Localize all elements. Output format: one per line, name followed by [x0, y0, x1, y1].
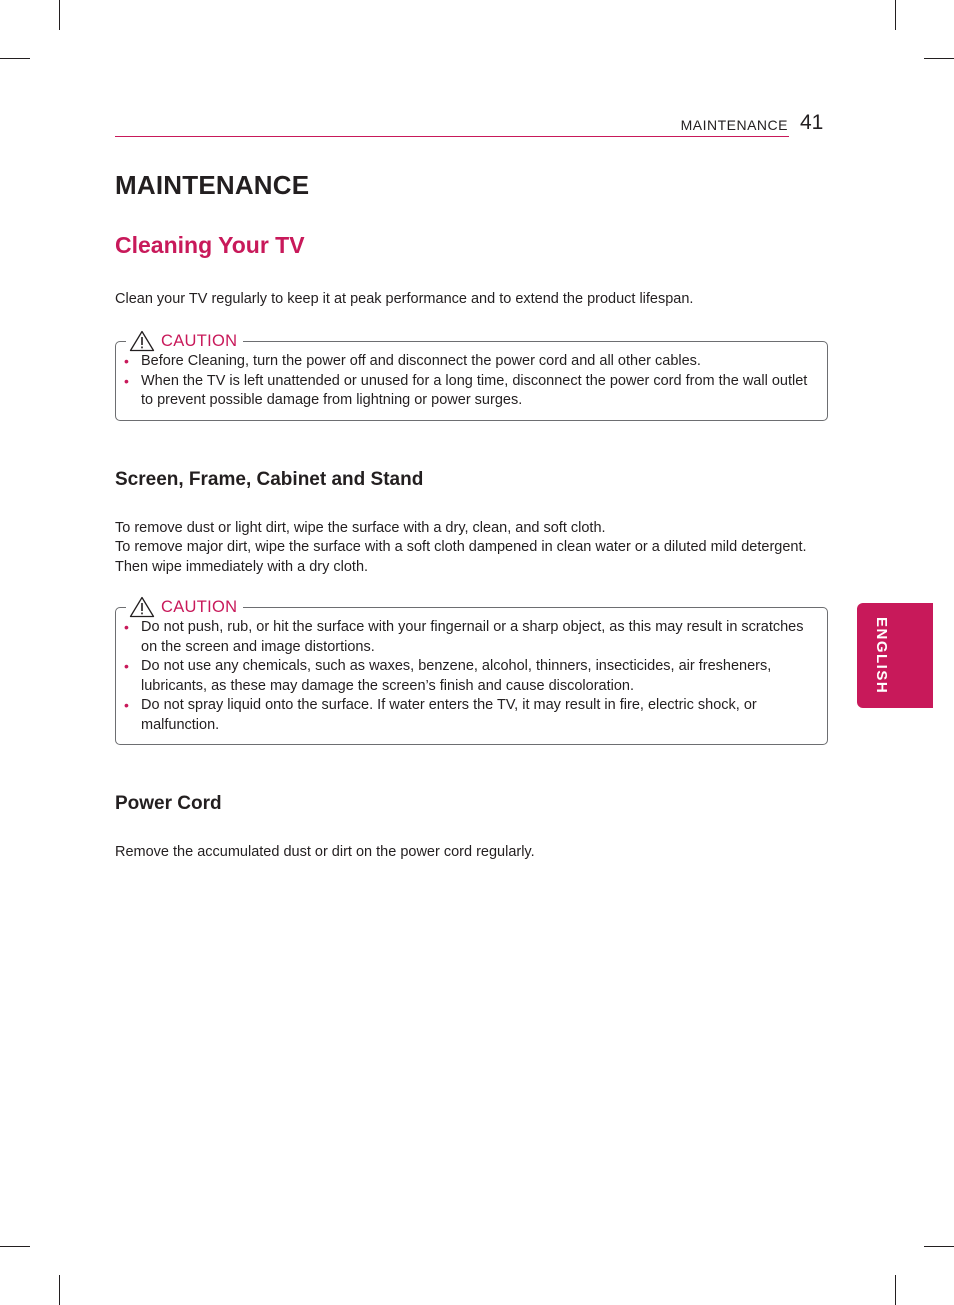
body-paragraph: To remove major dirt, wipe the surface with a soft cloth dampened in clean water or a diluted mild detergent. Then wipe immediately with a dry cloth.: [115, 539, 807, 575]
subsection-title: Power Cord: [115, 793, 222, 814]
caution-text: CAUTION: [161, 597, 238, 616]
list-item-text: Do not push, rub, or hit the surface with your fingernail or a sharp object, as this may result in scratches on the screen and image distortions.: [141, 619, 804, 655]
list-item-text: When the TV is left unattended or unused for a long time, disconnect the power cord from the wall outlet to prevent possible damage from lightning or power surges.: [141, 372, 808, 408]
intro-paragraph: Clean your TV regularly to keep it at peak performance and to extend the product lifespan.: [115, 291, 694, 307]
caution-box: [115, 331, 828, 421]
list-item: [124, 372, 811, 411]
crop-mark: [895, 1275, 896, 1305]
header-rule: [115, 136, 789, 137]
caution-label: [126, 330, 243, 352]
list-item-text: Before Cleaning, turn the power off and disconnect the power cord and all other cables.: [141, 353, 701, 369]
running-head: [0, 0, 954, 140]
bullet-icon: •: [124, 372, 129, 389]
body-paragraph: Remove the accumulated dust or dirt on the power cord regularly.: [115, 844, 535, 860]
list-item: [124, 696, 811, 735]
bullet-icon: •: [124, 353, 129, 369]
list-item: [124, 352, 811, 372]
list-item-text: Do not spray liquid onto the surface. If water enters the TV, it may result in fire, electric shock, or malfunction.: [141, 697, 757, 733]
page-number: 41: [800, 111, 824, 134]
page-title: MAINTENANCE: [115, 170, 310, 200]
running-head-section: MAINTENANCE: [680, 117, 788, 133]
caution-list: [116, 342, 827, 421]
crop-mark: [924, 1246, 954, 1247]
warning-triangle-icon: [129, 330, 155, 352]
caution-box: [115, 597, 828, 745]
language-tab: [857, 603, 933, 708]
bullet-icon: •: [124, 697, 129, 713]
body-paragraph: To remove dust or light dirt, wipe the surface with a dry, clean, and soft cloth.: [115, 520, 606, 536]
warning-triangle-icon: [129, 596, 155, 618]
list-item-text: Do not use any chemicals, such as waxes, benzene, alcohol, thinners, insecticides, air fresheners, lubricants, as these may damage the screen’s finish and cause discoloration.: [141, 658, 772, 694]
bullet-icon: •: [124, 658, 129, 674]
list-item: [124, 657, 811, 696]
caution-label: [126, 596, 243, 618]
caution-list: [116, 608, 827, 745]
subsection-title: Screen, Frame, Cabinet and Stand: [115, 469, 424, 490]
caution-text: CAUTION: [161, 331, 238, 350]
crop-mark: [0, 1246, 30, 1247]
list-item: [124, 618, 811, 657]
language-tab-label: ENGLISH: [873, 617, 890, 695]
crop-mark: [59, 1275, 60, 1305]
section-title: Cleaning Your TV: [115, 232, 305, 258]
bullet-icon: •: [124, 619, 129, 635]
